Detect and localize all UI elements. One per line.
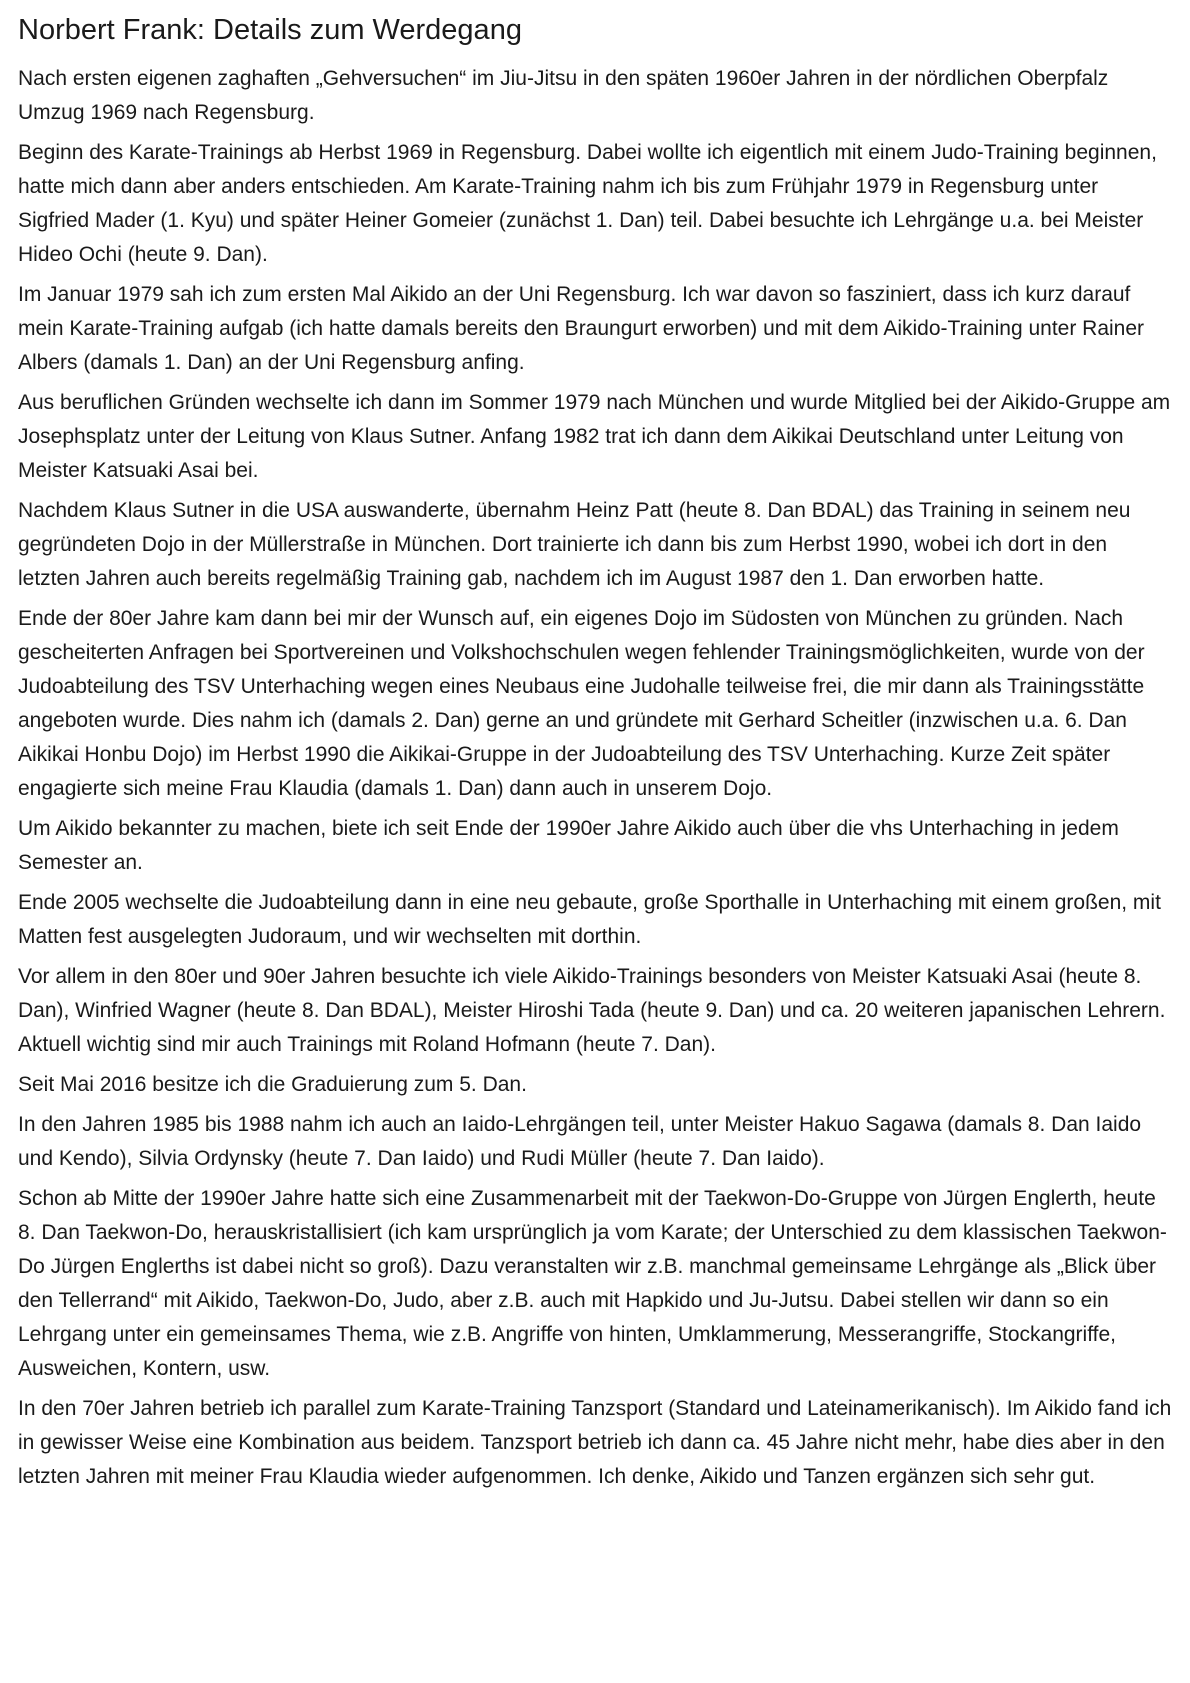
paragraph-training-teachers: Vor allem in den 80er und 90er Jahren besuchte ich viele Aikido-Trainings besonders von Meister Katsuaki Asai (heute 8. Dan), Winfried Wagner (heute 8. Dan BDAL), Meister Hiroshi Tada (heute 9. Dan) und ca. 20 weiteren japanischen Lehrern. Aktuell wichtig sind mir auch Trainings mit Roland Hofmann (heute 7. Dan). xyxy=(18,965,1166,1056)
paragraph-dance-sport: In den 70er Jahren betrieb ich parallel zum Karate-Training Tanzsport (Standard und Lateinamerikanisch). Im Aikido fand ich in gewisser Weise eine Kombination aus beidem. Tanzsport betrieb ich dann ca. 45 Jahre nicht mehr, habe dies aber in den letzten Jahren mit meiner Frau Klaudia wieder aufgenommen. Ich denke, Aikido und Tanzen ergänzen sich sehr gut. xyxy=(18,1397,1172,1488)
paragraph-new-sports-hall: Ende 2005 wechselte die Judoabteilung dann in eine neu gebaute, große Sporthalle in Unterhaching mit einem großen, mit Matten fest ausgelegten Judoraum, und wir wechselten mit dorthin. xyxy=(18,891,1161,948)
paragraph-own-dojo-founding: Ende der 80er Jahre kam dann bei mir der Wunsch auf, ein eigenes Dojo im Südosten von München zu gründen. Nach gescheiterten Anfragen bei Sportvereinen und Volkshochschulen wegen fehlender Trainingsmöglichkeiten, wurde von der Judoabteilung des TSV Unterhaching wegen eines Neubaus eine Judohalle teilweise frei, die mir dann als Trainingsstätte angeboten wurde. Dies nahm ich (damals 2. Dan) gerne an und gründete mit Gerhard Scheitler (inzwischen u.a. 6. Dan Aikikai Honbu Dojo) im Herbst 1990 die Aikikai-Gruppe in der Judoabteilung des TSV Unterhaching. Kurze Zeit später engagierte sich meine Frau Klaudia (damals 1. Dan) dann auch in unserem Dojo. xyxy=(18,607,1145,800)
paragraph-vhs-courses: Um Aikido bekannter zu machen, biete ich seit Ende der 1990er Jahre Aikido auch über die vhs Unterhaching in jedem Semester an. xyxy=(18,817,1119,874)
page-title: Norbert Frank: Details zum Werdegang xyxy=(18,14,522,46)
paragraph-muellerstrasse-dojo: Nachdem Klaus Sutner in die USA auswanderte, übernahm Heinz Patt (heute 8. Dan BDAL) das Training in seinem neu gegründeten Dojo in der Müllerstraße in München. Dort trainierte ich dann bis zum Herbst 1990, wobei ich dort in den letzten Jahren auch bereits regelmäßig Training gab, nachdem ich im August 1987 den 1. Dan erworben hatte. xyxy=(18,499,1131,590)
paragraph-iaido: In den Jahren 1985 bis 1988 nahm ich auch an Iaido-Lehrgängen teil, unter Meister Hakuo Sagawa (damals 8. Dan Iaido und Kendo), Silvia Ordynsky (heute 7. Dan Iaido) und Rudi Müller (heute 7. Dan Iaido). xyxy=(18,1113,1142,1170)
paragraph-jiu-jitsu-beginnings: Nach ersten eigenen zaghaften „Gehversuchen“ im Jiu-Jitsu in den späten 1960er Jahren in der nördlichen Oberpfalz Umzug 1969 nach Regensburg. xyxy=(18,67,1109,124)
paragraph-graduation: Seit Mai 2016 besitze ich die Graduierung zum 5. Dan. xyxy=(18,1073,527,1096)
paragraph-aikido-start: Im Januar 1979 sah ich zum ersten Mal Aikido an der Uni Regensburg. Ich war davon so fasziniert, dass ich kurz darauf mein Karate-Training aufgab (ich hatte damals bereits den Braungurt erworben) und mit dem Aikido-Training unter Rainer Albers (damals 1. Dan) an der Uni Regensburg anfing. xyxy=(18,283,1145,374)
paragraph-karate-training: Beginn des Karate-Trainings ab Herbst 1969 in Regensburg. Dabei wollte ich eigentlich mit einem Judo-Training beginnen, hatte mich dann aber anders entschieden. Am Karate-Training nahm ich bis zum Frühjahr 1979 in Regensburg unter Sigfried Mader (1. Kyu) und später Heiner Gomeier (zunächst 1. Dan) teil. Dabei besuchte ich Lehrgänge u.a. bei Meister Hideo Ochi (heute 9. Dan). xyxy=(18,141,1157,266)
paragraph-move-to-munich: Aus beruflichen Gründen wechselte ich dann im Sommer 1979 nach München und wurde Mitglied bei der Aikido-Gruppe am Josephsplatz unter der Leitung von Klaus Sutner. Anfang 1982 trat ich dann dem Aikikai Deutschland unter Leitung von Meister Katsuaki Asai bei. xyxy=(18,391,1171,482)
paragraph-taekwondo-cooperation: Schon ab Mitte der 1990er Jahre hatte sich eine Zusammenarbeit mit der Taekwon-Do-Gruppe von Jürgen Englerth, heute 8. Dan Taekwon-Do, herauskristallisiert (ich kam ursprünglich ja vom Karate; der Unterschied zu dem klassischen Taekwon-Do Jürgen Englerths ist dabei nicht so groß). Dazu veranstalten wir z.B. manchmal gemeinsame Lehrgänge als „Blick über den Tellerrand“ mit Aikido, Taekwon-Do, Judo, aber z.B. auch mit Hapkido und Ju-Jutsu. Dabei stellen wir dann so ein Lehrgang unter ein gemeinsames Thema, wie z.B. Angriffe von hinten, Umklammerung, Messerangriffe, Stockangriffe, Ausweichen, Kontern, usw. xyxy=(18,1187,1167,1380)
